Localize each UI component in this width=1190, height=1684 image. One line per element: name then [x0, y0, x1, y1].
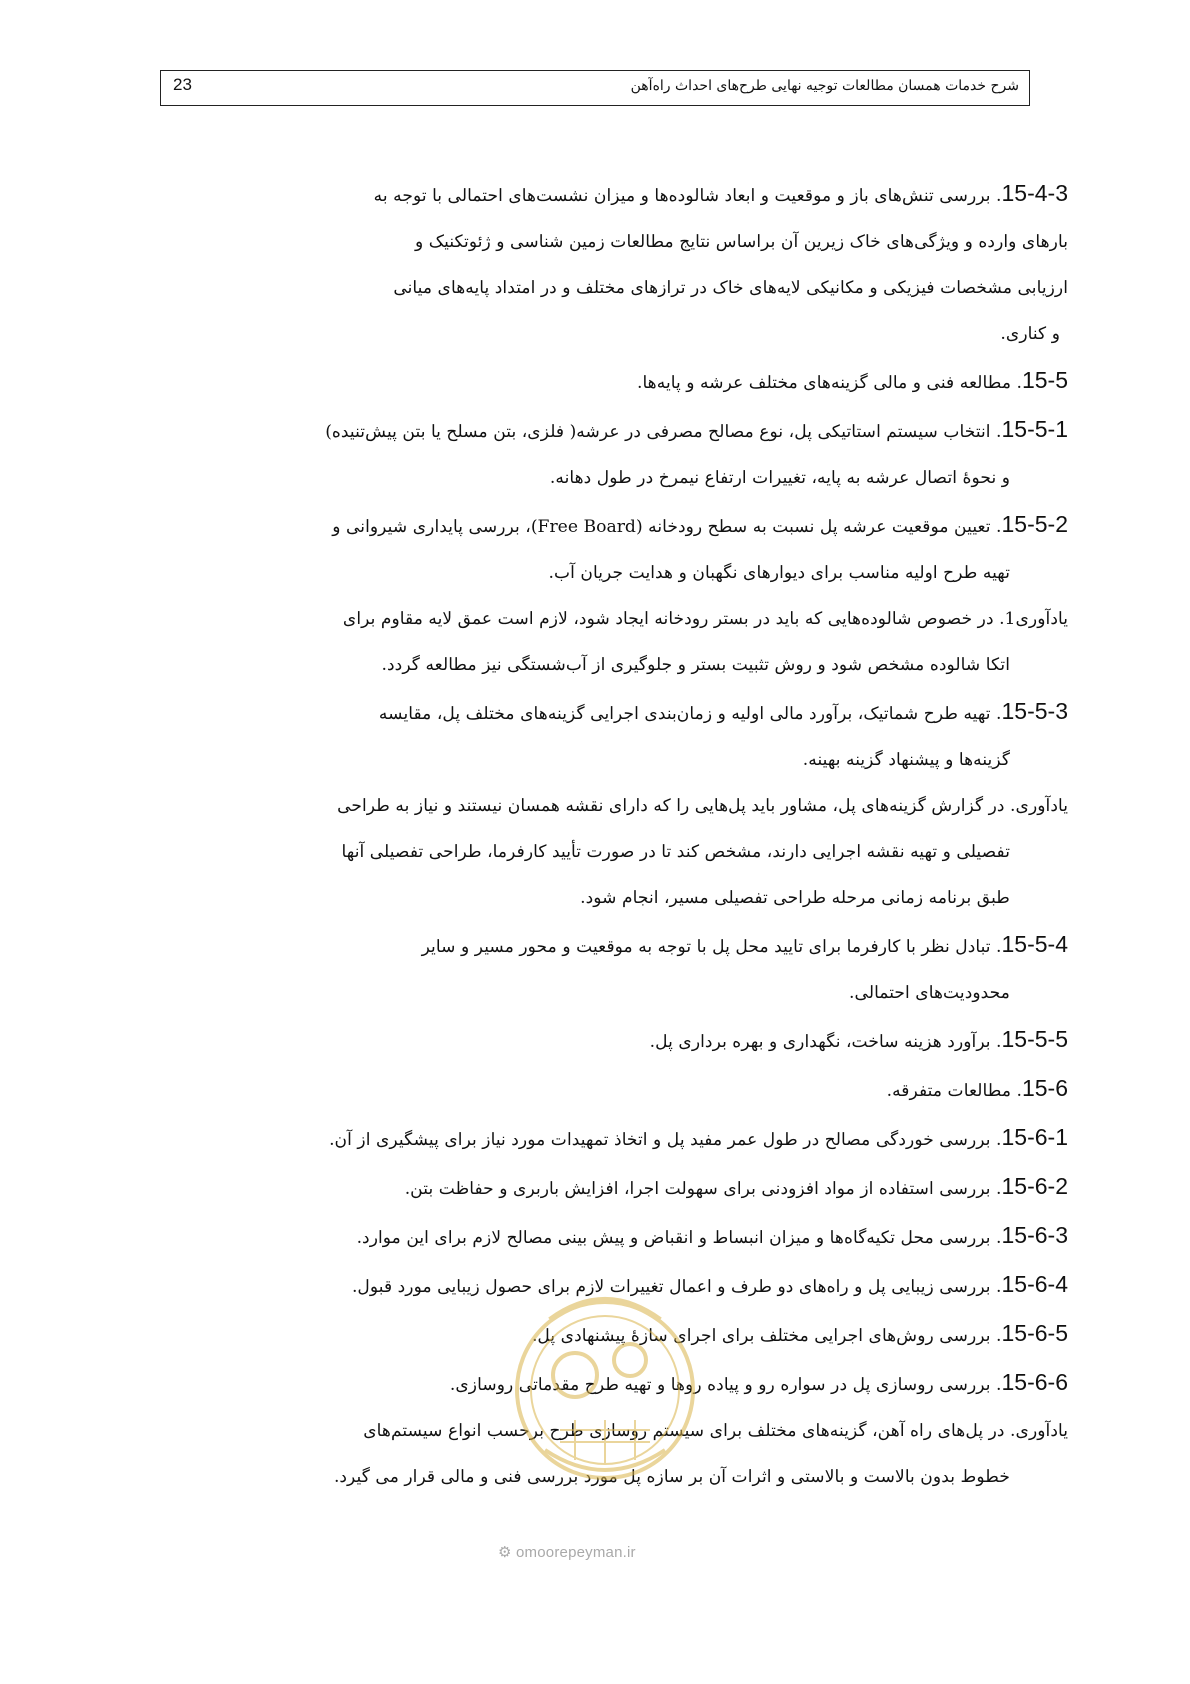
page-header — [160, 70, 1030, 106]
line: . مطالعه فنی و مالی گزینه‌های مختلف عرشه و پایه‌ها. — [636, 373, 1022, 393]
line: اتکا شالوده مشخص شود و روش تثبیت بستر و جلوگیری از آب‌شستگی نیز مطالعه گردد. — [381, 655, 1010, 675]
section-number: 15-6-6 — [1001, 1369, 1068, 1395]
section-number: 15-5-4 — [1001, 931, 1068, 957]
note-1 — [168, 596, 1068, 688]
paragraph-15-5-2 — [168, 501, 1068, 596]
section-number: 15-6-3 — [1001, 1222, 1068, 1248]
paragraph-15-5-3 — [168, 688, 1068, 783]
line: و نحوهٔ اتصال عرشه به پایه، تغییرات ارتفاع نیمرخ در طول دهانه. — [549, 468, 1010, 488]
line: تهیه طرح اولیه مناسب برای دیوارهای نگهبان و هدایت جریان آب. — [548, 563, 1010, 583]
line: یادآوری. در گزارش گزینه‌های پل، مشاور باید پل‌هایی را که دارای نقشه همسان نیستند و نیاز به طراحی — [337, 796, 1068, 816]
line: . بررسی استفاده از مواد افزودنی برای سهولت اجرا، افزایش باربری و حفاظت بتن. — [404, 1179, 1002, 1199]
note-2 — [168, 783, 1068, 921]
paragraph-15-6 — [168, 1065, 1068, 1114]
line: یادآوری1. در خصوص شالوده‌هایی که باید در بستر رودخانه ایجاد شود، لازم است عمق لایه مقاوم برای — [342, 609, 1068, 629]
paragraph-15-4-3 — [168, 170, 1068, 357]
paragraph-15-6-1 — [168, 1114, 1068, 1163]
paragraph-15-6-5 — [168, 1310, 1068, 1359]
line: . بررسی روسازی پل در سواره رو و پیاده روها و تهیه طرح مقدماتی روسازی. — [449, 1375, 1002, 1395]
line: بارهای وارده و ویژگی‌های خاک زیرین آن براساس نتایج مطالعات زمین شناسی و ژئوتکنیک و — [415, 232, 1068, 252]
line: یادآوری. در پل‌های راه آهن، گزینه‌های مختلف برای سیستم روسازی طرح برحسب انواع سیستم‌های — [363, 1421, 1068, 1441]
line: محدودیت‌های احتمالی. — [849, 983, 1010, 1003]
paragraph-15-5-1 — [168, 406, 1068, 501]
line: . بررسی روش‌های اجرایی مختلف برای اجرای سازهٔ پیشنهادی پل. — [531, 1326, 1002, 1346]
section-number: 15-5-3 — [1001, 698, 1068, 724]
line: و کناری. — [1000, 324, 1060, 344]
watermark-site-text: omoorepeyman.ir — [516, 1544, 636, 1561]
line: گزینه‌ها و پیشنهاد گزینه بهینه. — [802, 750, 1010, 770]
line: . بررسی زیبایی پل و راه‌های دو طرف و اعمال تغییرات لازم برای حصول زیبایی مورد قبول. — [351, 1277, 1002, 1297]
line: . بررسی تنش‌های باز و موقعیت و ابعاد شالوده‌ها و میزان نشست‌های احتمالی با توجه به — [373, 186, 1002, 206]
section-number: 15-5-2 — [1001, 511, 1068, 537]
line: . برآورد هزینه ساخت، نگهداری و بهره برداری پل. — [649, 1032, 1002, 1052]
section-number: 15-5 — [1021, 367, 1068, 393]
paragraph-15-6-4 — [168, 1261, 1068, 1310]
paragraph-15-6-3 — [168, 1212, 1068, 1261]
line: . بررسی محل تکیه‌گاه‌ها و میزان انبساط و انقباض و پیش بینی مصالح لازم برای این موارد. — [356, 1228, 1002, 1248]
document-body — [168, 170, 1068, 1500]
section-number: 15-6-4 — [1001, 1271, 1068, 1297]
note-3 — [168, 1408, 1068, 1500]
section-number: 15-6-2 — [1001, 1173, 1068, 1199]
paragraph-15-6-6 — [168, 1359, 1068, 1408]
paragraph-15-5-5 — [168, 1016, 1068, 1065]
line: . انتخاب سیستم استاتیکی پل، نوع مصالح مصرفی در عرشه( فلزی، بتن مسلح یا بتن پیش‌تنیده) — [325, 422, 1002, 442]
paragraph-15-6-2 — [168, 1163, 1068, 1212]
paragraph-15-5-4 — [168, 921, 1068, 1016]
line: ارزیابی مشخصات فیزیکی و مکانیکی لایه‌های خاک در ترازهای مختلف و در امتداد پایه‌های میانی — [393, 278, 1068, 298]
header-title: شرح خدمات همسان مطالعات توجیه نهایی طرح‌های احداث راه‌آهن — [630, 78, 1019, 94]
section-number: 15-6 — [1021, 1075, 1068, 1101]
watermark-site: ⚙ omoorepeyman.ir — [498, 1544, 636, 1561]
section-number: 15-6-1 — [1001, 1124, 1068, 1150]
line: خطوط بدون بالاست و بالاستی و اثرات آن بر سازه پل مورد بررسی فنی و مالی قرار می گیرد. — [333, 1467, 1010, 1487]
paragraph-15-5 — [168, 357, 1068, 406]
line: . تهیه طرح شماتیک، برآورد مالی اولیه و زمان‌بندی اجرایی گزینه‌های مختلف پل، مقایسه — [378, 704, 1002, 724]
page-number: 23 — [173, 75, 192, 94]
line: تفصیلی و تهیه نقشه اجرایی دارند، مشخص کند تا در صورت تأیید کارفرما، طراحی تفصیلی آنها — [341, 842, 1010, 862]
line: طبق برنامه زمانی مرحله طراحی تفصیلی مسیر، انجام شود. — [580, 888, 1010, 908]
section-number: 15-6-5 — [1001, 1320, 1068, 1346]
section-number: 15-4-3 — [1001, 180, 1068, 206]
section-number: 15-5-5 — [1001, 1026, 1068, 1052]
line: . بررسی خوردگی مصالح در طول عمر مفید پل و اتخاذ تمهیدات مورد نیاز برای پیشگیری از آن. — [329, 1130, 1002, 1150]
line: . تعیین موقعیت عرشه پل نسبت به سطح رودخانه (Free Board)، بررسی پایداری شیروانی و — [332, 517, 1002, 537]
section-number: 15-5-1 — [1001, 416, 1068, 442]
line: . مطالعات متفرقه. — [886, 1081, 1022, 1101]
line: . تبادل نظر با کارفرما برای تایید محل پل با توجه به موقعیت و محور مسیر و سایر — [421, 937, 1002, 957]
